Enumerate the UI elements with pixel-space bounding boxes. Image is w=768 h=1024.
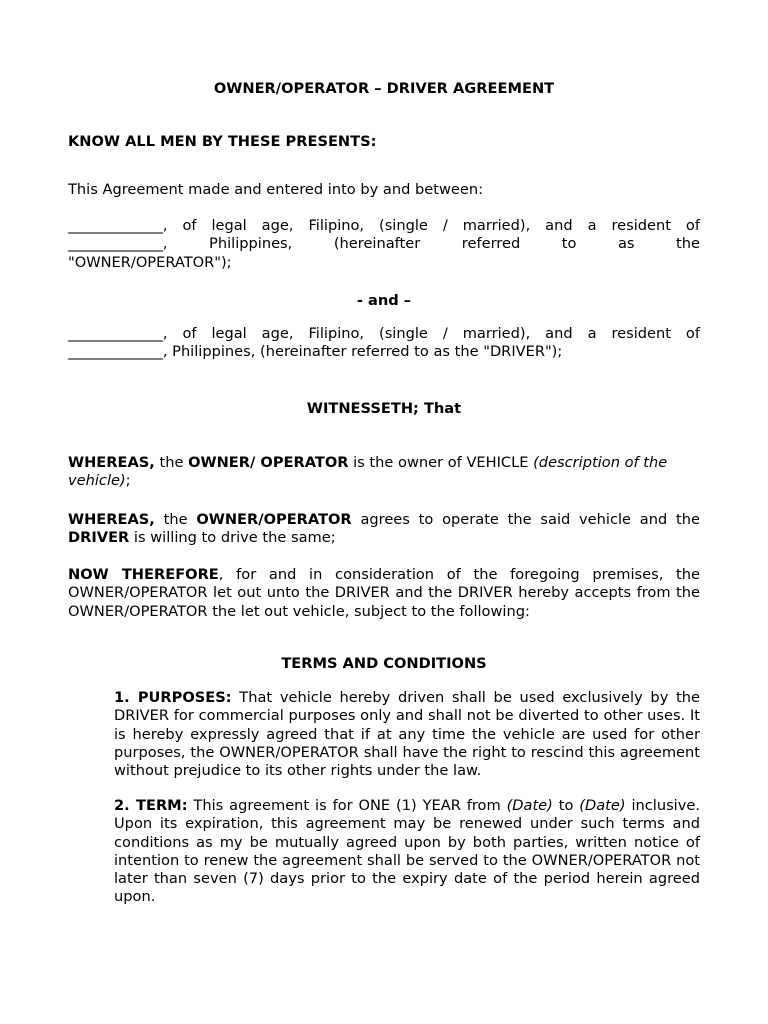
- party-driver-line-1: _____________, of legal age, Filipino, (single / married), and a resident of: [68, 325, 700, 342]
- now-therefore-paragraph: NOW THEREFORE, for and in consideration of the foregoing premises, the OWNER/OPERATOR let out unto the DRIVER and the DRIVER hereby accepts from the OWNER/OPERATOR the let out vehicle, subject to the following:: [68, 566, 700, 620]
- party-driver-paragraph: [68, 325, 700, 362]
- terms-heading: TERMS AND CONDITIONS: [281, 655, 487, 672]
- term-duration: 2. TERM: This agreement is for ONE (1) YEAR from (Date) to (Date) inclusive. Upon its expiration, this agreement may be renewed under such terms and conditions as my be mutually agreed upon by both parties, written notice of intention to renew the agreement shall be served to the OWNER/OPERATOR not later than seven (7) days prior to the expiry date of the period herein agreed upon.: [114, 797, 700, 906]
- know-all-heading: KNOW ALL MEN BY THESE PRESENTS:: [68, 133, 377, 150]
- party-owner-line-2: _____________, Philippines, (hereinafter referred to as the: [68, 235, 700, 253]
- party-owner-line-3: "OWNER/OPERATOR");: [68, 253, 232, 271]
- term-purposes: 1. PURPOSES: That vehicle hereby driven shall be used exclusively by the DRIVER for commercial purposes only and shall not be diverted to other uses. It is hereby expressly agreed that if at any time the vehicle are used for other purposes, the OWNER/OPERATOR shall have the right to rescind this agreement without prejudice to its other rights under the law.: [114, 689, 700, 780]
- party-owner-paragraph: [68, 217, 700, 272]
- witnesseth-heading: WITNESSETH; That: [306, 400, 462, 417]
- and-separator: - and –: [356, 292, 412, 309]
- party-owner-line-1: _____________, of legal age, Filipino, (single / married), and a resident of: [68, 217, 700, 234]
- document-title: OWNER/OPERATOR – DRIVER AGREEMENT: [213, 80, 555, 97]
- whereas-paragraph-2: WHEREAS, the OWNER/OPERATOR agrees to operate the said vehicle and the DRIVER is willing to drive the same;: [68, 511, 700, 547]
- intro-paragraph: This Agreement made and entered into by and between:: [68, 181, 484, 198]
- party-driver-line-2: _____________, Philippines, (hereinafter referred to as the "DRIVER");: [68, 343, 563, 361]
- whereas-paragraph-1: WHEREAS, the OWNER/ OPERATOR is the owner of VEHICLE (description of the vehicle);: [68, 454, 668, 490]
